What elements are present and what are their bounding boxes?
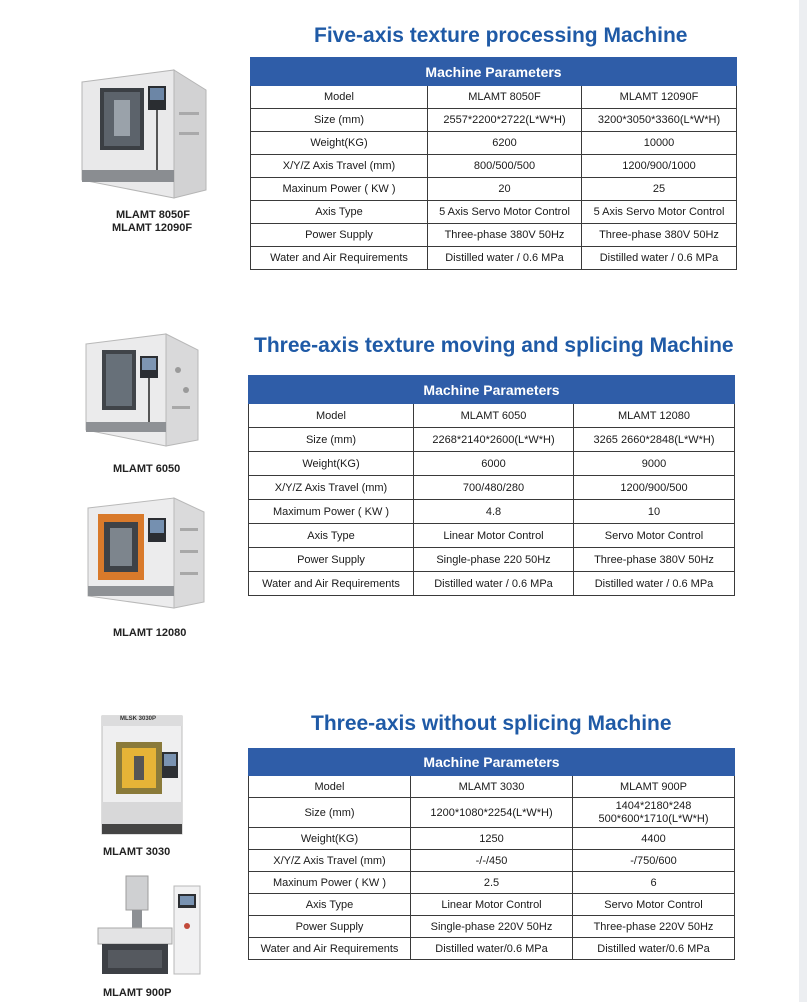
param-value: Distilled water/0.6 MPa bbox=[411, 938, 573, 960]
table-row bbox=[251, 86, 737, 109]
param-value: Three-phase 380V 50Hz bbox=[574, 548, 735, 572]
param-name: Power Supply bbox=[249, 916, 411, 938]
param-value: MLAMT 8050F bbox=[428, 86, 582, 109]
param-value: 2.5 bbox=[411, 872, 573, 894]
param-name: Power Supply bbox=[251, 224, 428, 247]
param-value: 1200/900/500 bbox=[574, 476, 735, 500]
table-row bbox=[251, 247, 737, 270]
parameters-table bbox=[250, 57, 737, 270]
table-row bbox=[249, 548, 735, 572]
table-header: Machine Parameters bbox=[251, 58, 737, 86]
param-value: MLAMT 900P bbox=[573, 776, 735, 798]
table-row bbox=[251, 224, 737, 247]
param-name: Weight(KG) bbox=[249, 452, 414, 476]
param-value: Distilled water / 0.6 MPa bbox=[582, 247, 737, 270]
param-value: 5 Axis Servo Motor Control bbox=[582, 201, 737, 224]
param-value: 25 bbox=[582, 178, 737, 201]
param-value: Single-phase 220 50Hz bbox=[414, 548, 574, 572]
param-value: 1250 bbox=[411, 828, 573, 850]
param-name: Power Supply bbox=[249, 548, 414, 572]
parameters-table bbox=[248, 375, 735, 596]
param-value: Distilled water / 0.6 MPa bbox=[428, 247, 582, 270]
param-value: MLAMT 12080 bbox=[574, 404, 735, 428]
param-value: -/750/600 bbox=[573, 850, 735, 872]
param-name: Maxinum Power ( KW ) bbox=[251, 178, 428, 201]
machine-with-cabinet-icon bbox=[94, 870, 204, 982]
table-row bbox=[249, 452, 735, 476]
table-row bbox=[249, 894, 735, 916]
param-value: Three-phase 220V 50Hz bbox=[573, 916, 735, 938]
param-value: 20 bbox=[428, 178, 582, 201]
param-value: Three-phase 380V 50Hz bbox=[582, 224, 737, 247]
param-value: Distilled water / 0.6 MPa bbox=[574, 572, 735, 596]
param-value: 1200*1080*2254(L*W*H) bbox=[411, 798, 573, 828]
param-name: Water and Air Requirements bbox=[249, 938, 411, 960]
table-row bbox=[249, 404, 735, 428]
table-row bbox=[249, 428, 735, 452]
param-name: Maxinum Power ( KW ) bbox=[249, 872, 411, 894]
param-value: 1200/900/1000 bbox=[582, 155, 737, 178]
machine-label: MLAMT 12080 bbox=[113, 627, 187, 639]
param-value: Single-phase 220V 50Hz bbox=[411, 916, 573, 938]
param-name: Water and Air Requirements bbox=[251, 247, 428, 270]
param-value: 2557*2200*2722(L*W*H) bbox=[428, 109, 582, 132]
param-name: Model bbox=[249, 776, 411, 798]
param-value: Linear Motor Control bbox=[414, 524, 574, 548]
param-value: -/-/450 bbox=[411, 850, 573, 872]
param-name: X/Y/Z Axis Travel (mm) bbox=[249, 850, 411, 872]
param-name: Size (mm) bbox=[249, 428, 414, 452]
param-value: MLAMT 3030 bbox=[411, 776, 573, 798]
param-name: Water and Air Requirements bbox=[249, 572, 414, 596]
param-value: Servo Motor Control bbox=[574, 524, 735, 548]
param-name: Weight(KG) bbox=[249, 828, 411, 850]
param-value: 6000 bbox=[414, 452, 574, 476]
table-row bbox=[251, 132, 737, 155]
param-name: Weight(KG) bbox=[251, 132, 428, 155]
table-row bbox=[249, 850, 735, 872]
table-row bbox=[249, 938, 735, 960]
table-row bbox=[249, 916, 735, 938]
param-value: 2268*2140*2600(L*W*H) bbox=[414, 428, 574, 452]
section-title: Three-axis without splicing Machine bbox=[311, 712, 672, 735]
machine-label: MLAMT 900P bbox=[103, 987, 172, 999]
cnc-machine-icon bbox=[82, 320, 202, 448]
param-value: 10000 bbox=[582, 132, 737, 155]
table-row bbox=[249, 872, 735, 894]
machine-label: MLAMT 6050 bbox=[113, 463, 181, 475]
page-edge bbox=[799, 0, 807, 1002]
laser-machine-image bbox=[98, 712, 190, 840]
table-row bbox=[249, 572, 735, 596]
table-row bbox=[249, 798, 735, 828]
param-value: 10 bbox=[574, 500, 735, 524]
param-name: Model bbox=[249, 404, 414, 428]
machine-label: MLAMT 12090F bbox=[112, 222, 193, 234]
param-name: Axis Type bbox=[249, 894, 411, 916]
param-value: Distilled water/0.6 MPa bbox=[573, 938, 735, 960]
section-title: Five-axis texture processing Machine bbox=[314, 24, 688, 47]
table-row bbox=[249, 524, 735, 548]
table-row bbox=[249, 476, 735, 500]
laser-machine-icon bbox=[98, 712, 190, 840]
machine-nameplate: MLSK 3030P bbox=[120, 716, 157, 722]
section-title: Three-axis texture moving and splicing Machine bbox=[254, 334, 734, 357]
param-value: 9000 bbox=[574, 452, 735, 476]
param-value: 5 Axis Servo Motor Control bbox=[428, 201, 582, 224]
laser-machine-icon bbox=[84, 488, 208, 614]
param-value: 6200 bbox=[428, 132, 582, 155]
param-name: Axis Type bbox=[251, 201, 428, 224]
parameters-table bbox=[248, 748, 735, 960]
param-name: Model bbox=[251, 86, 428, 109]
param-value: MLAMT 6050 bbox=[414, 404, 574, 428]
table-header: Machine Parameters bbox=[249, 376, 735, 404]
param-value: 3200*3050*3360(L*W*H) bbox=[582, 109, 737, 132]
param-value: 4400 bbox=[573, 828, 735, 850]
table-row bbox=[251, 201, 737, 224]
table-header: Machine Parameters bbox=[249, 749, 735, 776]
param-name: X/Y/Z Axis Travel (mm) bbox=[251, 155, 428, 178]
param-value: 800/500/500 bbox=[428, 155, 582, 178]
param-value: Distilled water / 0.6 MPa bbox=[414, 572, 574, 596]
param-value: 1404*2180*248 500*600*1710(L*W*H) bbox=[573, 798, 735, 828]
param-value: Servo Motor Control bbox=[573, 894, 735, 916]
table-row bbox=[251, 155, 737, 178]
param-value: 4.8 bbox=[414, 500, 574, 524]
param-value: 700/480/280 bbox=[414, 476, 574, 500]
param-value: MLAMT 12090F bbox=[582, 86, 737, 109]
param-value: Linear Motor Control bbox=[411, 894, 573, 916]
param-name: Maximum Power ( KW ) bbox=[249, 500, 414, 524]
machine-label: MLAMT 3030 bbox=[103, 846, 171, 858]
table-row bbox=[249, 776, 735, 798]
param-name: Size (mm) bbox=[251, 109, 428, 132]
param-name: Size (mm) bbox=[249, 798, 411, 828]
param-value: 6 bbox=[573, 872, 735, 894]
param-name: X/Y/Z Axis Travel (mm) bbox=[249, 476, 414, 500]
cnc-machine-icon bbox=[74, 52, 214, 202]
table-row bbox=[249, 500, 735, 524]
param-value: 3265 2660*2848(L*W*H) bbox=[574, 428, 735, 452]
table-row bbox=[249, 828, 735, 850]
param-value: Three-phase 380V 50Hz bbox=[428, 224, 582, 247]
table-row bbox=[251, 109, 737, 132]
table-row bbox=[251, 178, 737, 201]
machine-label: MLAMT 8050F bbox=[116, 209, 190, 221]
param-name: Axis Type bbox=[249, 524, 414, 548]
